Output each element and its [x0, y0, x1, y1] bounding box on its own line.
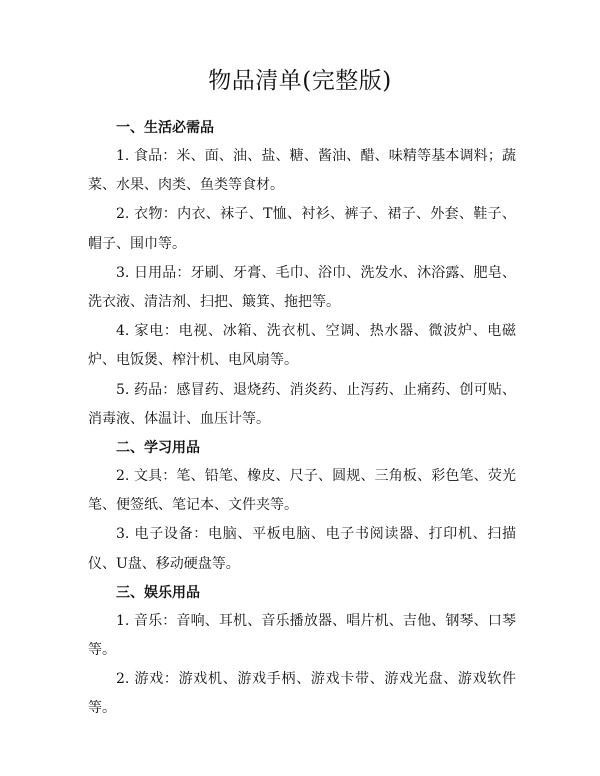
section-study-supplies: [88, 434, 516, 579]
list-item-electronics: 3. 电子设备：电脑、平板电脑、电子书阅读器、打印机、扫描仪、U盘、移动硬盘等。: [88, 526, 516, 572]
section-daily-necessities: [88, 114, 516, 434]
list-item-clothing: 2. 衣物：内衣、袜子、T恤、衬衫、裤子、裙子、外套、鞋子、帽子、围巾等。: [88, 206, 516, 252]
section-heading: 三、娱乐用品: [116, 584, 200, 601]
list-item-stationery: 2. 文具：笔、铅笔、橡皮、尺子、圆规、三角板、彩色笔、荧光笔、便签纸、笔记本、文件夹等。: [88, 468, 516, 514]
list-item-appliances: 4. 家电：电视、冰箱、洗衣机、空调、热水器、微波炉、电磁炉、电饭煲、榨汁机、电风扇等。: [88, 323, 516, 369]
document-title: 物品清单(完整版): [208, 68, 392, 94]
list-item-medicine: 5. 药品：感冒药、退烧药、消炎药、止泻药、止痛药、创可贴、消毒液、体温计、血压计等。: [88, 381, 516, 427]
section-heading: 一、生活必需品: [116, 120, 214, 136]
list-item-daily-goods: 3. 日用品：牙刷、牙膏、毛巾、浴巾、洗发水、沐浴露、肥皂、洗衣液、清洁剂、扫把、簸箕、拖把等。: [88, 264, 516, 311]
document-body: [88, 114, 516, 724]
section-entertainment: [88, 579, 516, 724]
list-item-music: 1. 音乐：音响、耳机、音乐播放器、唱片机、吉他、钢琴、口琴等。: [88, 612, 516, 659]
list-item-games: 2. 游戏：游戏机、游戏手柄、游戏卡带、游戏光盘、游戏软件等。: [88, 671, 516, 717]
list-item-food: 1. 食品：米、面、油、盐、糖、酱油、醋、味精等基本调料；蔬菜、水果、肉类、鱼类等食材。: [88, 148, 516, 194]
section-heading: 二、学习用品: [116, 440, 200, 457]
